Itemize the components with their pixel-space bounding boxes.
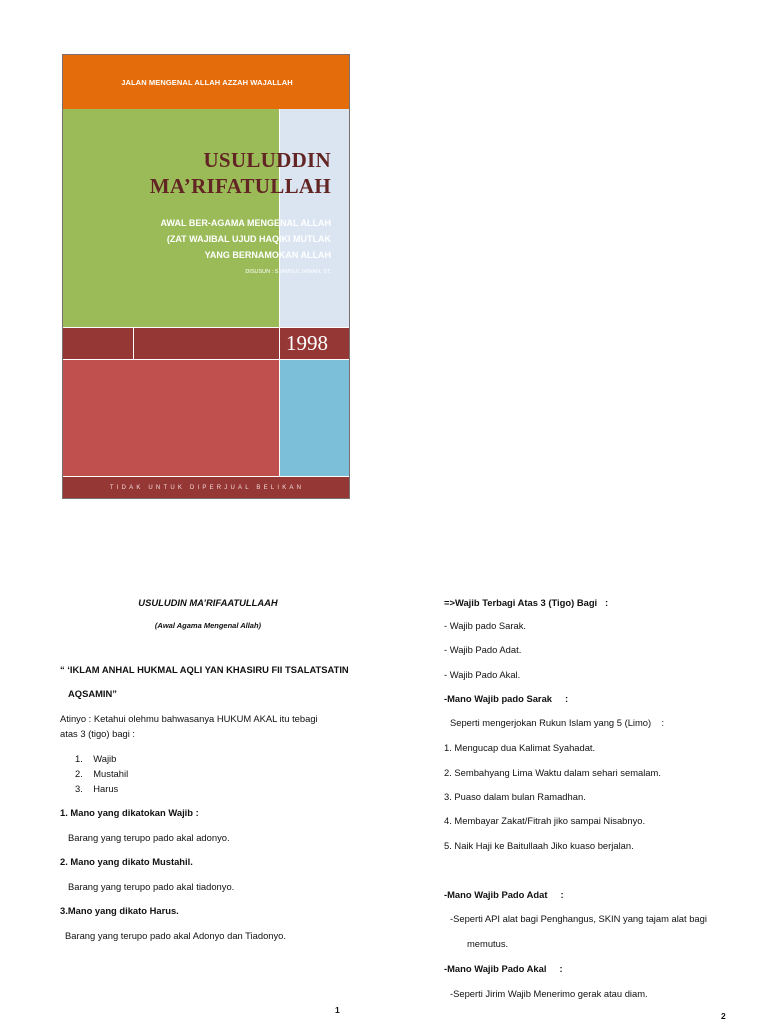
- cover-subtitle: [161, 215, 332, 263]
- list-item-wajib: 1. Wajib: [75, 753, 117, 764]
- intro-line-1: Atinyo : Ketahui olehmu bahwasanya HUKUM AKAL itu tebagi: [60, 713, 318, 724]
- para-mustahil: Barang yang terupo pado akal tiadonyo.: [68, 881, 235, 892]
- wajib-item-adat: - Wajib Pado Adat.: [444, 644, 522, 655]
- akal-line: -Seperti Jirim Wajib Menerimo gerak atau diam.: [450, 988, 648, 999]
- para-harus: Barang yang terupo pado akal Adonyo dan Tiadonyo.: [65, 930, 287, 941]
- cover-title-line-1: USULUDDIN: [203, 148, 331, 172]
- book-cover: [62, 54, 350, 499]
- heading-wajib: 1. Mano yang dikatokan Wajib :: [60, 807, 199, 818]
- heading-mustahil: 2. Mano yang dikato Mustahil.: [60, 856, 193, 867]
- adat-line-1: -Seperti API alat bagi Penghangus, SKIN yang tajam alat bagi: [450, 913, 707, 924]
- cover-subtitle-line-2: (ZAT WAJIBAL UJUD HAQIKI MUTLAK: [166, 234, 331, 244]
- heading-harus: 3.Mano yang dikato Harus.: [60, 905, 179, 916]
- rukun-item-4: 4. Membayar Zakat/Fitrah jiko sampai Nisabnyo.: [444, 815, 646, 826]
- page-number-1: 1: [335, 1005, 340, 1015]
- cover-subtitle-line-1: AWAL BER-AGAMA MENGENAL ALLAH: [160, 218, 331, 228]
- cover-subtitle-line-3: YANG BERNAMOKAN ALLAH: [204, 250, 331, 260]
- left-subtitle: (Awal Agama Mengenal Allah): [154, 621, 262, 630]
- intro-line-2: atas 3 (tigo) bagi :: [60, 728, 136, 739]
- cover-darkred-cell-1: [63, 327, 134, 359]
- akal-heading: -Mano Wajib Pado Akal :: [444, 963, 563, 974]
- wajib-item-sarak: - Wajib pado Sarak.: [444, 620, 526, 631]
- cover-darkred-cell-2: [134, 327, 279, 359]
- cover-top-banner: [63, 55, 350, 109]
- cover-year-cell: [279, 327, 350, 359]
- sarak-heading: -Mano Wajib pado Sarak :: [444, 693, 569, 704]
- quote-line-1: “ ‘IKLAM ANHAL HUKMAL AQLI YAN KHASIRU FII TSALATSATIN: [60, 664, 349, 675]
- quote-line-2: AQSAMIN”: [68, 688, 117, 699]
- rukun-item-1: 1. Mengucap dua Kalimat Syahadat.: [444, 742, 596, 753]
- rukun-item-3: 3. Puaso dalam bulan Ramadhan.: [444, 791, 586, 802]
- cover-bottom-banner-text: TIDAK UNTUK DIPERJUAL BELIKAN: [109, 484, 305, 491]
- adat-line-2: memutus.: [467, 938, 509, 949]
- cover-top-banner-text: JALAN MENGENAL ALLAH AZZAH WAJALLAH: [121, 77, 293, 87]
- cover-year: 1998: [286, 331, 328, 355]
- adat-heading: -Mano Wajib Pado Adat :: [444, 889, 564, 900]
- cover-author: DISUSUN : SYAMSUL IHWAN, ST.: [245, 269, 331, 275]
- cover-title-line-2: MA’RIFATULLAH: [149, 174, 331, 198]
- wajib-terbagi-heading: =>Wajib Terbagi Atas 3 (Tigo) Bagi :: [444, 597, 609, 608]
- wajib-item-akal: - Wajib Pado Akal.: [444, 669, 521, 680]
- sarak-intro: Seperti mengerjokan Rukun Islam yang 5 (Limo) :: [450, 717, 665, 728]
- left-title: USULUDIN MA’RIFAATULLAAH: [138, 597, 278, 608]
- page-number-2: 2: [721, 1011, 726, 1021]
- cover-red-panel: [63, 359, 279, 476]
- rukun-item-2: 2. Sembahyang Lima Waktu dalam sehari semalam.: [444, 767, 661, 778]
- list-item-mustahil: 2. Mustahil: [75, 768, 129, 779]
- cover-blue-panel: [279, 359, 350, 476]
- rukun-item-5: 5. Naik Haji ke Baitullaah Jiko kuaso berjalan.: [444, 840, 634, 851]
- cover-title: [150, 147, 331, 199]
- cover-bottom-banner: [63, 476, 350, 498]
- para-wajib: Barang yang terupo pado akal adonyo.: [68, 832, 230, 843]
- list-item-harus: 3. Harus: [75, 783, 119, 794]
